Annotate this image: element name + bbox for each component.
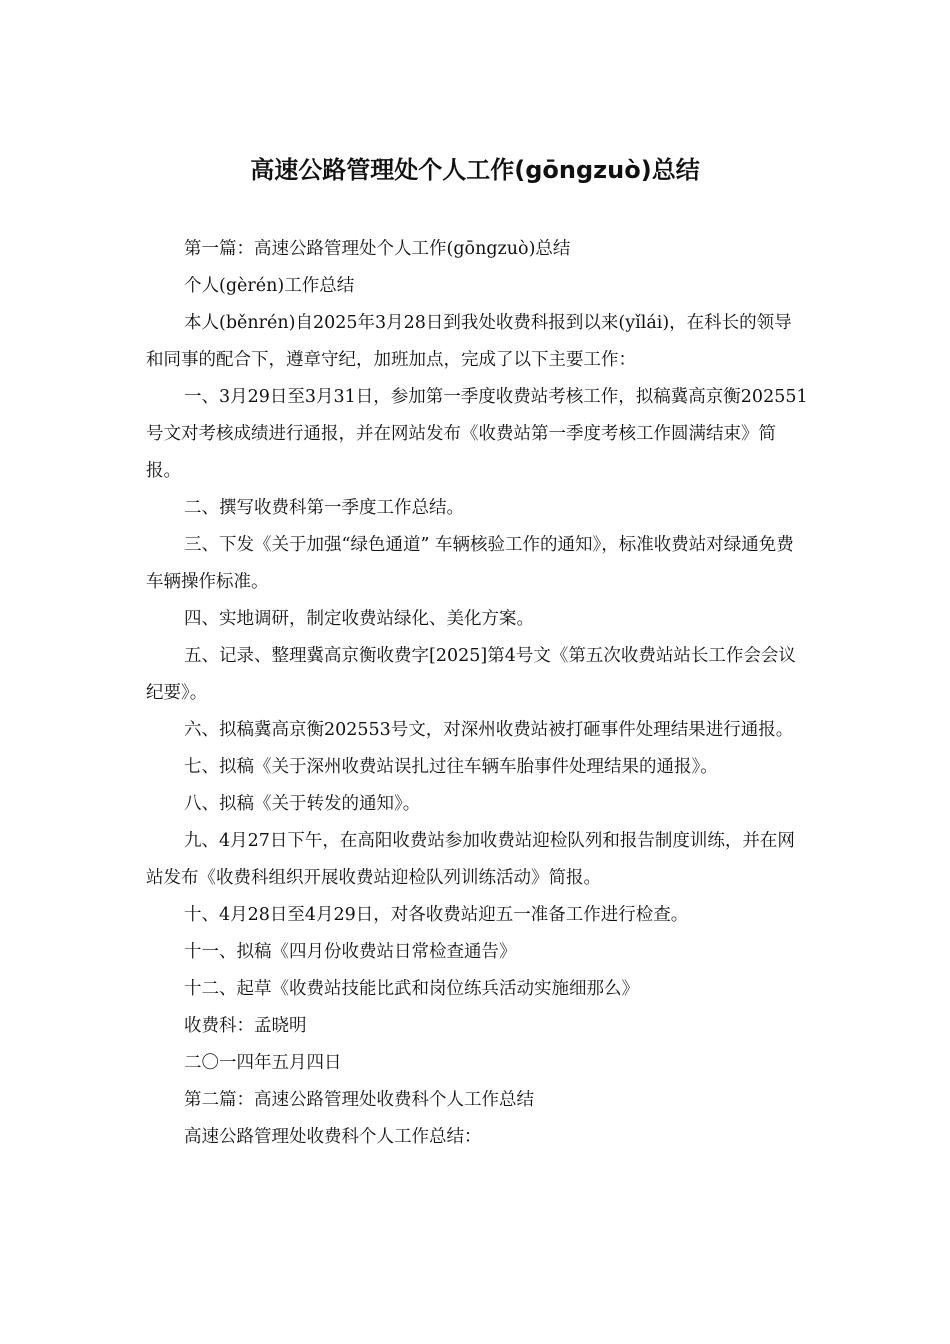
paragraph-item-12: 十二、起草《收费站技能比武和岗位练兵活动实施细那么》 <box>184 979 639 999</box>
document-title: 高速公路管理处个人工作(gōngzuò)总结 <box>250 156 700 184</box>
paragraph-item-4: 四、实地调研，制定收费站绿化、美化方案。 <box>184 609 534 629</box>
paragraph-part-two-heading: 第二篇：高速公路管理处收费科个人工作总结 <box>184 1090 534 1110</box>
paragraph-item-6: 六、拟稿冀高京衡202553号文，对深州收费站被打砸事件处理结果进行通报。 <box>184 720 794 740</box>
paragraph-intro: 本人(běnrén)自2025年3月28日到我处收费科报到以来(yǐlái)，在科长的领导和同事的配合下，遵章守纪，加班加点，完成了以下主要工作： <box>146 313 792 370</box>
paragraph-item-1: 一、3月29日至3月31日，参加第一季度收费站考核工作，拟稿冀高京衡202551号文对考核成绩进行通报，并在网站发布《收费站第一季度考核工作圆满结束》简报。 <box>146 387 808 481</box>
paragraph-item-3: 三、下发《关于加强“绿色通道” 车辆核验工作的通知》，标准收费站对绿通免费车辆操作标准。 <box>146 535 794 592</box>
paragraph-item-11: 十一、拟稿《四月份收费站日常检查通告》 <box>184 942 517 962</box>
paragraph-item-7: 七、拟稿《关于深州收费站误扎过往车辆车胎事件处理结果的通报》。 <box>184 757 718 777</box>
paragraph-item-10: 十、4月28日至4月29日，对各收费站迎五一准备工作进行检查。 <box>184 905 689 925</box>
paragraph-part-one-heading: 第一篇：高速公路管理处个人工作(gōngzuò)总结 <box>184 239 571 259</box>
paragraph-item-5: 五、记录、整理冀高京衡收费字[2025]第4号文《第五次收费站站长工作会会议纪要》。 <box>146 646 796 703</box>
paragraph-part-two-subheading: 高速公路管理处收费科个人工作总结： <box>184 1127 482 1147</box>
paragraph-signature: 收费科：孟晓明 <box>184 1016 307 1036</box>
paragraph-item-8: 八、拟稿《关于转发的通知》。 <box>184 794 421 814</box>
paragraph-item-2: 二、撰写收费科第一季度工作总结。 <box>184 498 464 518</box>
paragraph-personal-summary-heading: 个人(gèrén)工作总结 <box>184 276 355 296</box>
paragraph-item-9: 九、4月27日下午，在高阳收费站参加收费站迎检队列和报告制度训练，并在网站发布《收费科组织开展收费站迎检队列训练活动》简报。 <box>146 831 795 888</box>
paragraph-date: 二〇一四年五月四日 <box>184 1053 342 1073</box>
document-body <box>146 231 808 1156</box>
